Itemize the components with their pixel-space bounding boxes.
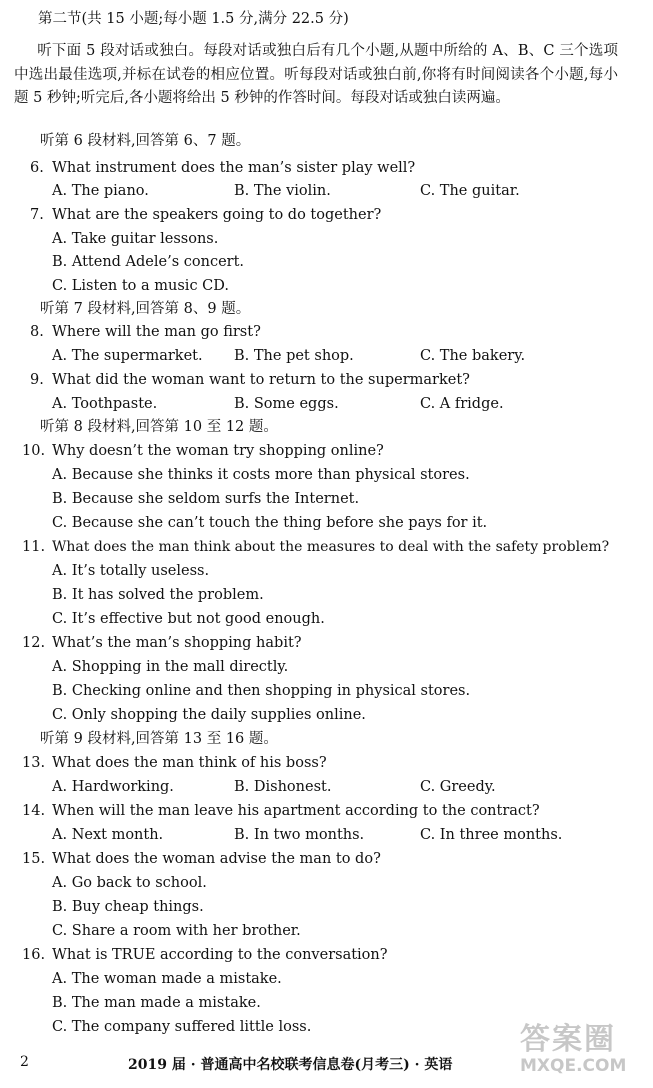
option-b[interactable]: B. Buy cheap things. [52,899,204,915]
option-b[interactable]: B. Checking online and then shopping in physical stores. [52,683,471,699]
option-a[interactable]: A. Shopping in the mall directly. [52,659,289,675]
question-text: What does the woman advise the man to do? [52,851,381,867]
option-b[interactable]: B. The violin. [234,183,331,199]
option-c[interactable]: C. The company suffered little loss. [52,1019,312,1035]
option-a[interactable]: A. Toothpaste. [52,396,158,412]
option-b[interactable]: B. It has solved the problem. [52,587,264,603]
option-c[interactable]: C. Because she can’t touch the thing before she pays for it. [52,515,488,531]
group-label: 听第 6 段材料,回答第 6、7 题。 [40,133,251,149]
question-number: 15. [22,851,46,867]
question-text: What did the woman want to return to the supermarket? [52,372,470,388]
option-b[interactable]: B. Dishonest. [234,779,332,795]
question-text: What does the man think about the measures to deal with the safety problem? [52,539,610,555]
question-text: What does the man think of his boss? [52,755,327,771]
option-a[interactable]: A. The woman made a mistake. [52,971,282,987]
option-b[interactable]: B. Because she seldom surfs the Internet. [52,491,360,507]
section-heading: 第二节(共 15 小题;每小题 1.5 分,满分 22.5 分) [38,11,349,27]
question-number: 10. [22,443,46,459]
option-b[interactable]: B. In two months. [234,827,365,843]
question-text: Why doesn’t the woman try shopping online? [52,443,384,459]
option-a[interactable]: A. Because she thinks it costs more than physical stores. [52,467,470,483]
question-number: 11. [22,539,46,555]
option-c[interactable]: C. Listen to a music CD. [52,278,229,294]
question-number: 16. [22,947,46,963]
option-b[interactable]: B. The man made a mistake. [52,995,261,1011]
option-a[interactable]: A. Take guitar lessons. [52,231,219,247]
question-number: 6. [30,160,44,176]
option-c[interactable]: C. Greedy. [420,779,496,795]
watermark-logo [520,1014,646,1084]
question-number: 9. [30,372,44,388]
option-a[interactable]: A. Go back to school. [52,875,207,891]
watermark-seal: 答案圈 [520,1022,616,1057]
option-c[interactable]: C. It’s effective but not good enough. [52,611,325,627]
group-label: 听第 8 段材料,回答第 10 至 12 题。 [40,419,278,435]
option-a[interactable]: A. It’s totally useless. [52,563,210,579]
question-number: 8. [30,324,44,340]
option-a[interactable]: A. The supermarket. [52,348,203,364]
option-c[interactable]: C. The guitar. [420,183,520,199]
page-number: 2 [20,1054,29,1070]
question-text: What is TRUE according to the conversation? [52,947,388,963]
option-a[interactable]: A. Hardworking. [52,779,174,795]
option-b[interactable]: B. The pet shop. [234,348,354,364]
option-b[interactable]: B. Some eggs. [234,396,339,412]
question-text: What instrument does the man’s sister play well? [52,160,416,176]
option-c[interactable]: C. A fridge. [420,396,504,412]
group-label: 听第 7 段材料,回答第 8、9 题。 [40,301,251,317]
option-a[interactable]: A. Next month. [52,827,164,843]
question-number: 7. [30,207,44,223]
question-text: What are the speakers going to do together? [52,207,382,223]
option-a[interactable]: A. The piano. [52,183,149,199]
question-number: 12. [22,635,46,651]
question-number: 13. [22,755,46,771]
question-text: What’s the man’s shopping habit? [52,635,302,651]
question-text: When will the man leave his apartment according to the contract? [52,803,540,819]
group-label: 听第 9 段材料,回答第 13 至 16 题。 [40,731,278,747]
watermark-url: MXQE.COM [520,1056,627,1076]
option-c[interactable]: C. The bakery. [420,348,526,364]
option-c[interactable]: C. In three months. [420,827,563,843]
option-c[interactable]: C. Share a room with her brother. [52,923,301,939]
option-c[interactable]: C. Only shopping the daily supplies online. [52,707,366,723]
section-instructions: 听下面 5 段对话或独白。每段对话或独白后有几个小题,从题中所给的 A、B、C 三个选项中选出最佳选项,并标在试卷的相应位置。听每段对话或独白前,你将有时间阅读各个小题,每小题 5 秒钟;听完后,各小题将给出 5 秒钟的作答时间。每段对话或独白读两遍。 [14,43,618,107]
question-number: 14. [22,803,46,819]
footer-title: 2019 届 · 普通高中名校联考信息卷(月考三) · 英语 [128,1057,453,1073]
question-text: Where will the man go first? [52,324,261,340]
option-b[interactable]: B. Attend Adele’s concert. [52,254,245,270]
